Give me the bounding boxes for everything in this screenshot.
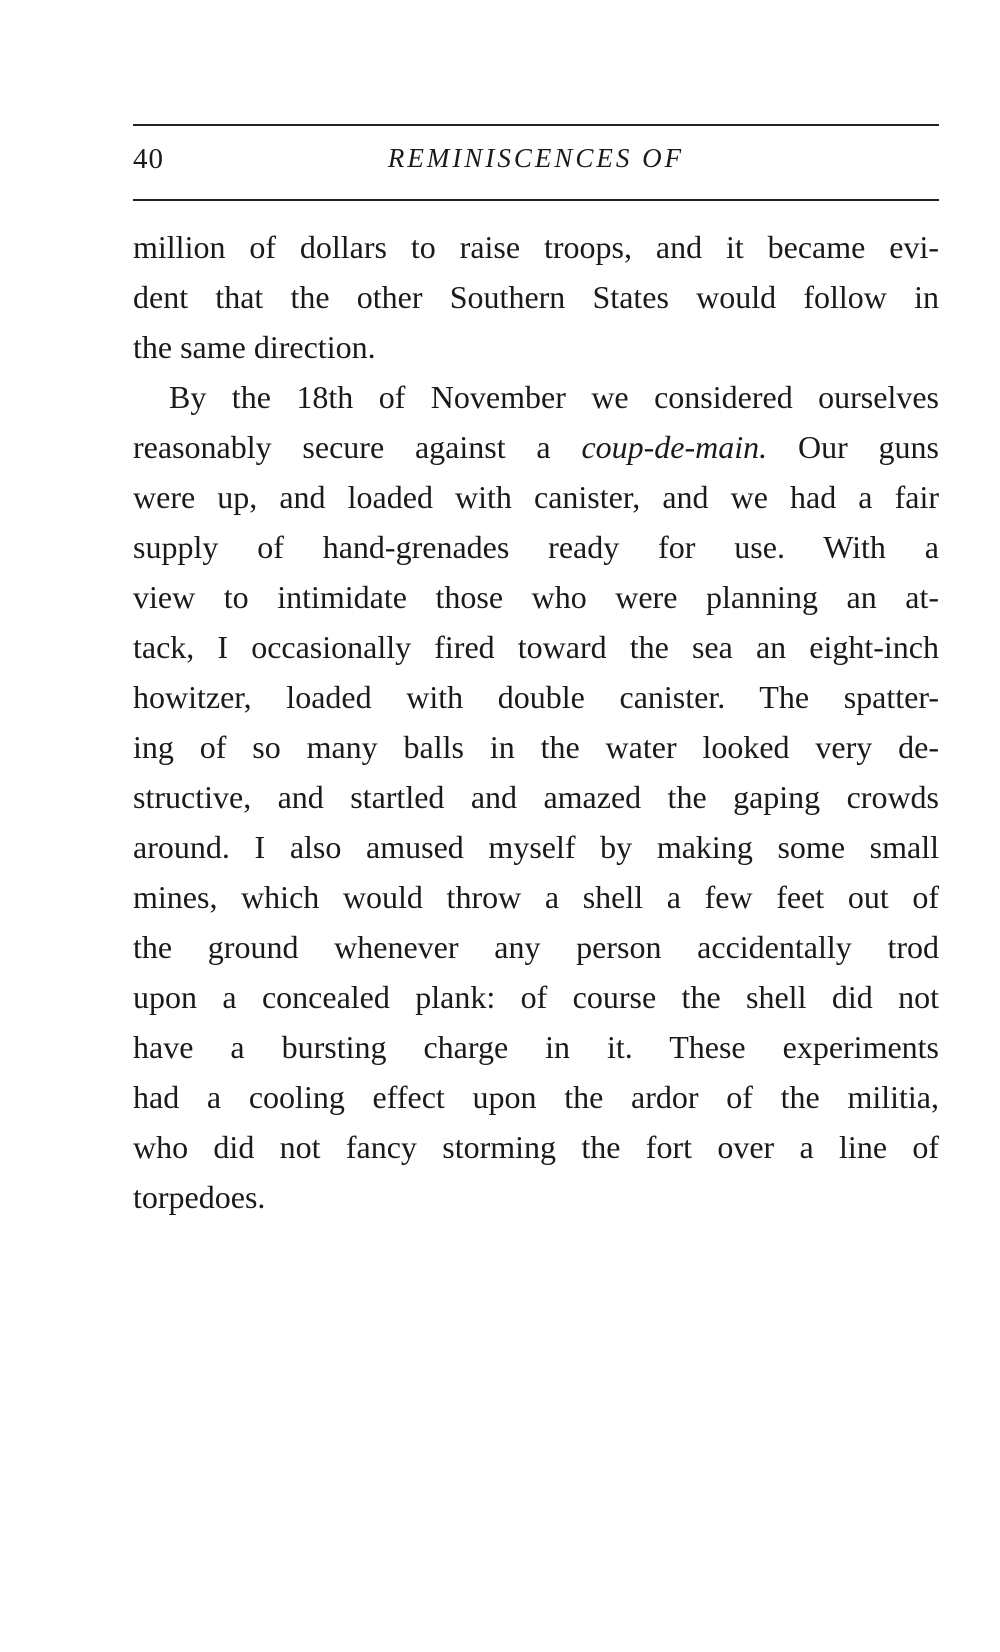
- text-line: had a cooling effect upon the ardor of the militia,: [133, 1079, 939, 1115]
- text-line: tack, I occasionally fired toward the sea an eight-inch: [133, 629, 939, 665]
- text-line: around. I also amused myself by making some small: [133, 829, 939, 865]
- text-line: who did not fancy storming the fort over a line of: [133, 1129, 939, 1165]
- text-line: howitzer, loaded with double canister. The spatter-: [133, 679, 939, 715]
- header-rule-top: [133, 124, 939, 126]
- text-line: torpedoes.: [133, 1179, 266, 1215]
- text-line: million of dollars to raise troops, and it became evi-: [133, 229, 939, 265]
- text-line: the ground whenever any person accidentally trod: [133, 929, 939, 965]
- text-line: view to intimidate those who were planning an at-: [133, 579, 939, 615]
- text-line: were up, and loaded with canister, and we had a fair: [133, 479, 939, 515]
- text-run: Our guns: [767, 429, 940, 465]
- paragraph-1: [133, 222, 939, 372]
- text-line: the same direction.: [133, 329, 376, 365]
- page-number: 40: [133, 143, 164, 175]
- body-text: [133, 222, 939, 1222]
- page-header: [133, 143, 939, 183]
- header-rule-bottom: [133, 199, 939, 201]
- text-run: reasonably secure against a: [133, 429, 582, 465]
- text-line: supply of hand-grenades ready for use. With a: [133, 529, 939, 565]
- text-line: dent that the other Southern States would follow in: [133, 279, 939, 315]
- text-line: upon a concealed plank: of course the shell did not: [133, 979, 939, 1015]
- text-line: By the 18th of November we considered ourselves: [169, 379, 939, 415]
- italic-phrase: coup-de-main.: [581, 429, 768, 465]
- text-line: [133, 422, 939, 472]
- text-line: mines, which would throw a shell a few feet out of: [133, 879, 939, 915]
- paragraph-2: [133, 372, 939, 1222]
- text-line: structive, and startled and amazed the gaping crowds: [133, 779, 939, 815]
- text-line: have a bursting charge in it. These experiments: [133, 1029, 939, 1065]
- running-title: REMINISCENCES OF: [387, 143, 685, 173]
- text-line: ing of so many balls in the water looked very de-: [133, 729, 939, 765]
